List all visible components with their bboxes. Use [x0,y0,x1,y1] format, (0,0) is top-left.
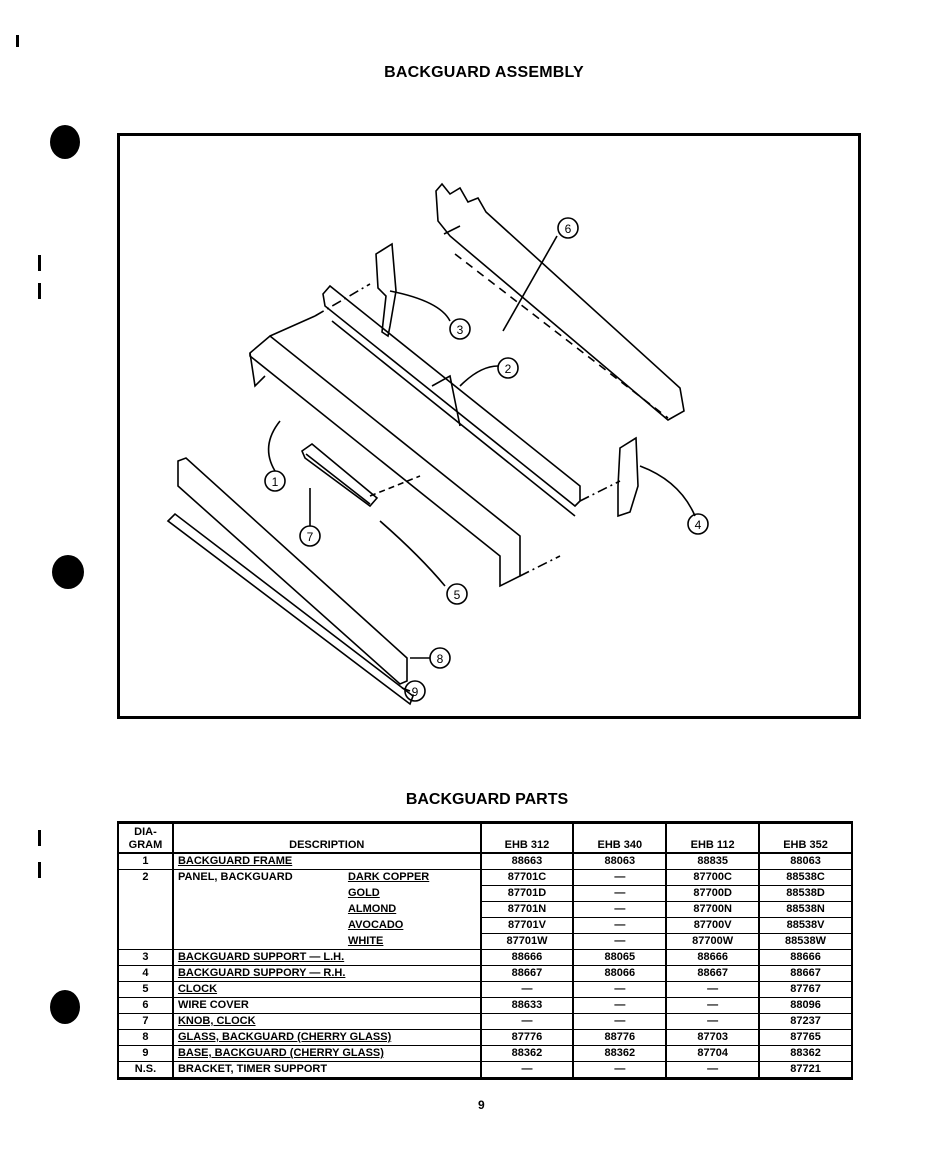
diagram-number: 9 [118,1046,173,1062]
color-variant: ALMOND [347,903,397,915]
diagram-number: 2 [118,870,173,886]
part-number: 87700W [666,934,759,950]
parts-table-title: BACKGUARD PARTS [405,791,569,808]
header-model-3: EHB 112 [666,823,759,854]
svg-text:3: 3 [456,323,464,337]
diagram-number: 1 [118,853,173,870]
margin-mark [38,830,41,846]
diagram-number [118,918,173,934]
part-number: 87700N [666,902,759,918]
diagram-number: 7 [118,1014,173,1030]
part-number: 87704 [666,1046,759,1062]
part-number: 87703 [666,1030,759,1046]
part-number: 88063 [573,853,666,870]
part-number: 88835 [666,853,759,870]
part-number: 87701D [481,886,574,902]
page-number: 9 [478,1098,485,1112]
svg-text:8: 8 [436,652,444,666]
part-number: 88362 [481,1046,574,1062]
diagram-number: 4 [118,966,173,982]
part-number: 88538W [759,934,852,950]
part-number: — [666,998,759,1014]
part-number: 88633 [481,998,574,1014]
part-number: — [481,1062,574,1079]
color-variant: WHITE [347,934,384,947]
part-description: WIRE COVER [177,999,249,1011]
part-number: — [666,1014,759,1030]
svg-text:6: 6 [564,222,572,236]
part-number: — [573,998,666,1014]
part-description: BRACKET, TIMER SUPPORT [177,1063,328,1075]
header-model-1: EHB 312 [481,823,574,854]
svg-text:2: 2 [504,362,512,376]
assembly-drawing [120,136,858,716]
diagram-number [118,886,173,902]
margin-mark [38,283,41,299]
part-number: 88667 [666,966,759,982]
part-number: 88666 [666,950,759,966]
part-number: — [666,982,759,998]
table-row [118,870,852,886]
parts-table [117,821,853,1080]
part-number: — [573,902,666,918]
part-number: 88776 [573,1030,666,1046]
color-variant: AVOCADO [347,919,404,931]
diagram-number: 5 [118,982,173,998]
diagram-number: 8 [118,1030,173,1046]
part-number: — [573,1014,666,1030]
table-row [118,950,852,966]
color-variant: DARK COPPER [347,871,430,884]
part-number: 87701W [481,934,574,950]
header-model-2: EHB 340 [573,823,666,854]
part-number: 88538V [759,918,852,934]
header-model-4: EHB 352 [759,823,852,854]
svg-text:5: 5 [453,588,461,602]
part-number: — [481,982,574,998]
part-description: CLOCK [177,983,218,995]
table-row [118,966,852,982]
part-number: 88362 [759,1046,852,1062]
part-number: 87237 [759,1014,852,1030]
diagram-number: 6 [118,998,173,1014]
table-row [118,853,852,870]
part-description: BASE, BACKGUARD (CHERRY GLASS) [177,1047,384,1059]
part-description: BACKGUARD FRAME [177,855,293,867]
part-number: 88666 [759,950,852,966]
exploded-diagram [117,133,861,719]
binder-hole-bottom [50,990,80,1024]
part-number: — [573,886,666,902]
svg-text:1: 1 [271,475,279,489]
part-number: — [573,982,666,998]
part-number: 88538D [759,886,852,902]
table-row [118,998,852,1014]
part-description: GLASS, BACKGUARD (CHERRY GLASS) [177,1031,392,1043]
part-number: 87701V [481,918,574,934]
binder-hole-middle [52,555,84,589]
table-row [118,1062,852,1079]
header-diagram: DIA-GRAM [118,823,173,854]
diagram-number: N.S. [118,1062,173,1079]
part-number: 88538C [759,870,852,886]
table-row [118,982,852,998]
part-number: — [481,1014,574,1030]
part-number: 88538N [759,902,852,918]
margin-mark [16,35,19,47]
part-number: 87701N [481,902,574,918]
part-number: 88096 [759,998,852,1014]
diagram-number [118,934,173,950]
diagram-number: 3 [118,950,173,966]
svg-text:9: 9 [411,685,419,699]
margin-mark [38,255,41,271]
part-number: 88663 [481,853,574,870]
svg-text:7: 7 [306,530,314,544]
table-row [118,918,852,934]
header-description: DESCRIPTION [173,823,481,854]
part-number: 88063 [759,853,852,870]
part-number: 87700C [666,870,759,886]
part-number: — [666,1062,759,1079]
binder-hole-top [50,125,80,159]
part-number: — [573,870,666,886]
part-number: — [573,934,666,950]
color-variant: GOLD [347,887,380,899]
part-number: 88066 [573,966,666,982]
part-number: 88065 [573,950,666,966]
part-number: 87765 [759,1030,852,1046]
part-number: 87721 [759,1062,852,1079]
table-row [118,902,852,918]
part-number: 88667 [759,966,852,982]
part-description: BACKGUARD SUPPORY — R.H. [177,967,346,979]
diagram-number [118,902,173,918]
part-number: 87776 [481,1030,574,1046]
table-row [118,1046,852,1062]
margin-mark [38,862,41,878]
part-number: — [573,918,666,934]
page-title: BACKGUARD ASSEMBLY [384,64,584,81]
table-row [118,934,852,950]
part-description: BACKGUARD SUPPORT — L.H. [177,951,345,963]
part-description: PANEL, BACKGUARD [177,871,293,884]
part-number: 88362 [573,1046,666,1062]
table-header-row [118,823,852,854]
svg-text:4: 4 [694,518,702,532]
table-row [118,1030,852,1046]
table-row [118,1014,852,1030]
part-number: — [573,1062,666,1079]
part-description: KNOB, CLOCK [177,1015,256,1027]
part-number: 88666 [481,950,574,966]
part-number: 87767 [759,982,852,998]
table-row [118,886,852,902]
part-number: 87701C [481,870,574,886]
part-number: 87700V [666,918,759,934]
part-number: 88667 [481,966,574,982]
part-number: 87700D [666,886,759,902]
